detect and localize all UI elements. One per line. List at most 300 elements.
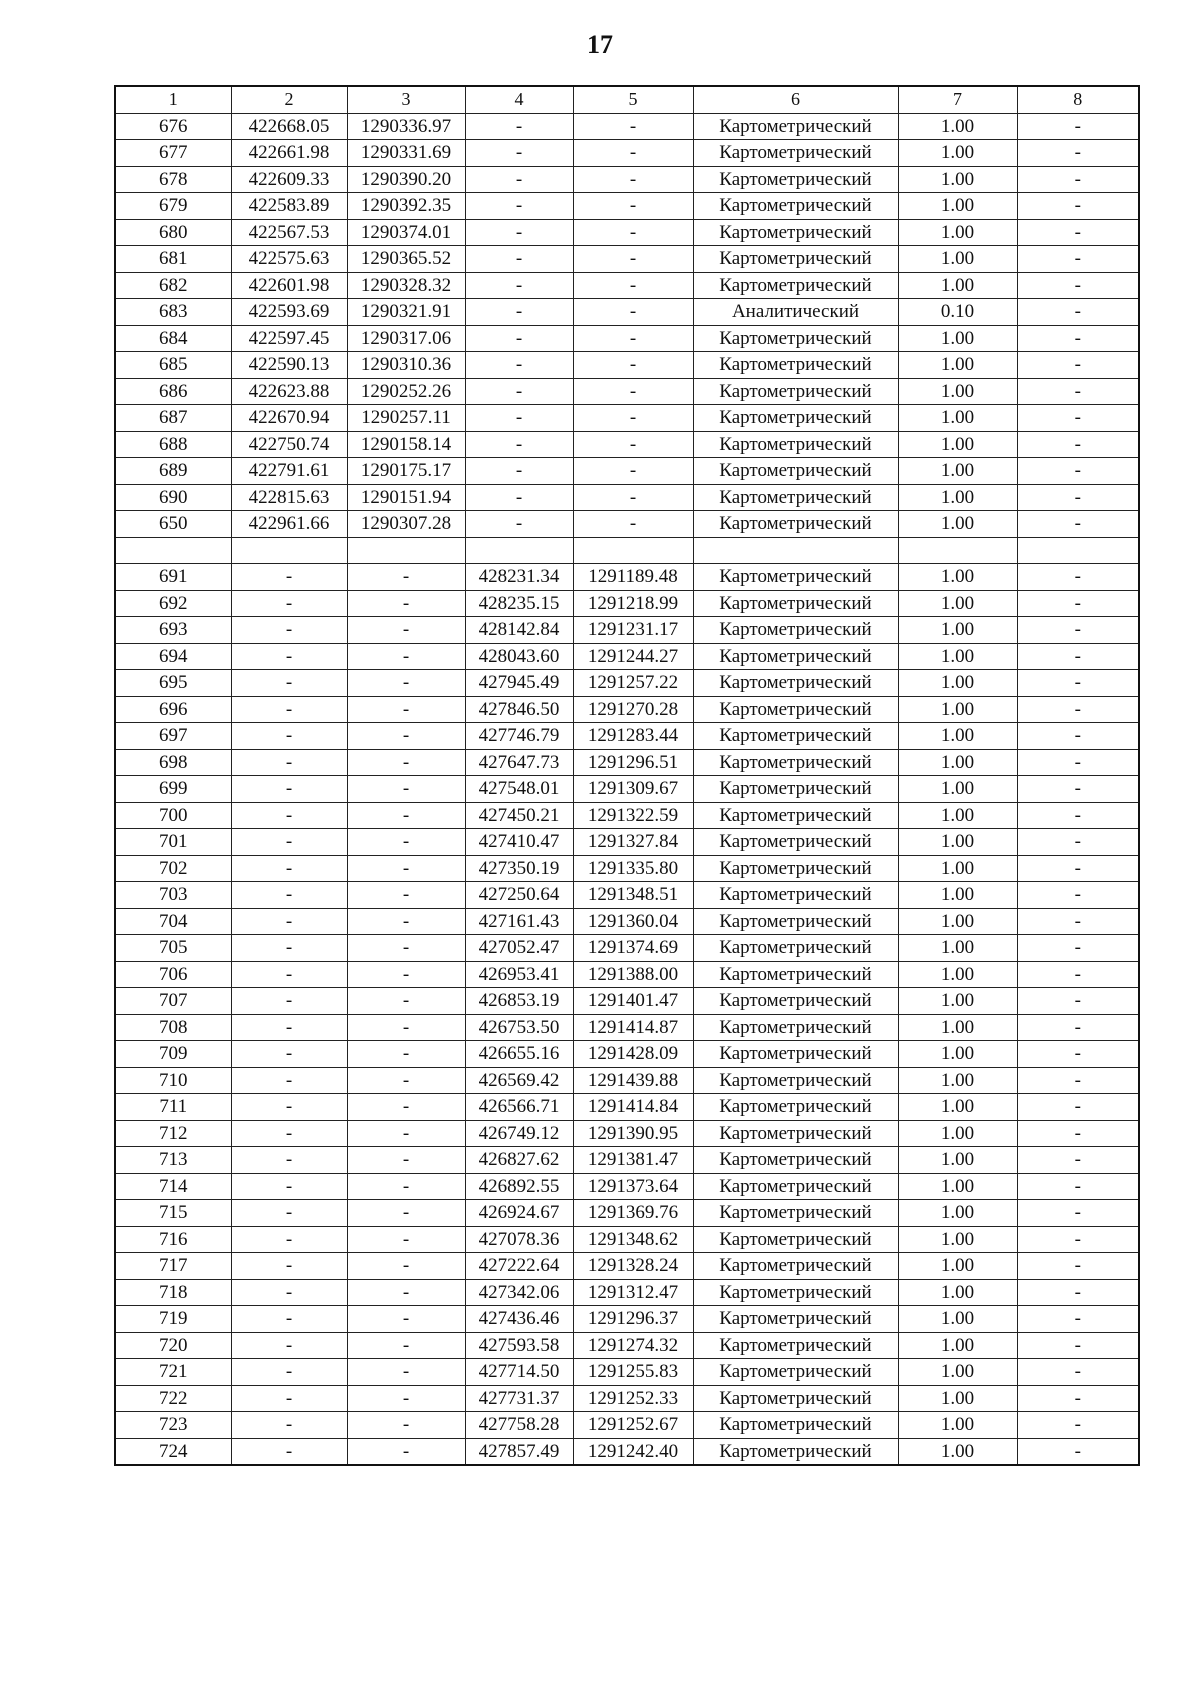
table-cell: 427410.47 bbox=[465, 829, 573, 856]
table-cell: - bbox=[347, 1438, 465, 1465]
table-cell: 716 bbox=[115, 1226, 231, 1253]
table-cell: 426655.16 bbox=[465, 1041, 573, 1068]
table-cell: 1.00 bbox=[898, 1412, 1017, 1439]
table-cell: Картометрический bbox=[693, 352, 898, 379]
table-cell: Картометрический bbox=[693, 431, 898, 458]
table-cell: - bbox=[347, 723, 465, 750]
table-cell: - bbox=[347, 1306, 465, 1333]
table-cell: Картометрический bbox=[693, 961, 898, 988]
table-cell: Картометрический bbox=[693, 749, 898, 776]
table-cell: - bbox=[1017, 511, 1139, 538]
table-row bbox=[115, 776, 1139, 803]
table-cell bbox=[231, 537, 347, 564]
table-cell: 1.00 bbox=[898, 272, 1017, 299]
table-cell: 427857.49 bbox=[465, 1438, 573, 1465]
table-cell: 422791.61 bbox=[231, 458, 347, 485]
table-cell: - bbox=[1017, 1014, 1139, 1041]
table-cell: 1290317.06 bbox=[347, 325, 465, 352]
table-row bbox=[115, 140, 1139, 167]
column-header: 3 bbox=[347, 86, 465, 113]
table-cell: 1.00 bbox=[898, 140, 1017, 167]
table-cell: Картометрический bbox=[693, 696, 898, 723]
coordinates-table bbox=[114, 85, 1140, 1466]
table-cell: 1291296.37 bbox=[573, 1306, 693, 1333]
table-cell: - bbox=[347, 696, 465, 723]
table-cell: Картометрический bbox=[693, 590, 898, 617]
table-cell: 702 bbox=[115, 855, 231, 882]
table-cell: 1.00 bbox=[898, 1332, 1017, 1359]
table-cell: 428235.15 bbox=[465, 590, 573, 617]
table-row bbox=[115, 1412, 1139, 1439]
table-cell: 1291283.44 bbox=[573, 723, 693, 750]
table-cell: 427078.36 bbox=[465, 1226, 573, 1253]
table-cell: 1291328.24 bbox=[573, 1253, 693, 1280]
table-cell: 1.00 bbox=[898, 1359, 1017, 1386]
table-cell: 427052.47 bbox=[465, 935, 573, 962]
table-cell: - bbox=[231, 935, 347, 962]
table-cell: 691 bbox=[115, 564, 231, 591]
table-cell: 1290365.52 bbox=[347, 246, 465, 273]
table-cell: 717 bbox=[115, 1253, 231, 1280]
table-cell: 422575.63 bbox=[231, 246, 347, 273]
table-cell: - bbox=[347, 961, 465, 988]
table-cell: - bbox=[573, 140, 693, 167]
table-cell: - bbox=[573, 405, 693, 432]
table-row bbox=[115, 590, 1139, 617]
table-cell: - bbox=[1017, 1279, 1139, 1306]
table-cell: - bbox=[1017, 1253, 1139, 1280]
table-cell: 724 bbox=[115, 1438, 231, 1465]
table-cell: - bbox=[231, 1226, 347, 1253]
table-cell: 422609.33 bbox=[231, 166, 347, 193]
table-cell: 1.00 bbox=[898, 670, 1017, 697]
table-cell: 695 bbox=[115, 670, 231, 697]
table-cell: 1291348.51 bbox=[573, 882, 693, 909]
table-row bbox=[115, 1094, 1139, 1121]
table-cell: 428142.84 bbox=[465, 617, 573, 644]
table-cell: 713 bbox=[115, 1147, 231, 1174]
table-cell: 698 bbox=[115, 749, 231, 776]
table-cell: 1291390.95 bbox=[573, 1120, 693, 1147]
table-cell: 427161.43 bbox=[465, 908, 573, 935]
table-cell: 1290307.28 bbox=[347, 511, 465, 538]
table-row bbox=[115, 1041, 1139, 1068]
table-cell: 1291189.48 bbox=[573, 564, 693, 591]
table-cell: 1291255.83 bbox=[573, 1359, 693, 1386]
table-cell: - bbox=[347, 1173, 465, 1200]
table-cell: - bbox=[347, 776, 465, 803]
table-row bbox=[115, 511, 1139, 538]
table-cell: - bbox=[231, 590, 347, 617]
table-cell: 715 bbox=[115, 1200, 231, 1227]
table-cell: 422593.69 bbox=[231, 299, 347, 326]
table-row bbox=[115, 352, 1139, 379]
table-cell bbox=[898, 537, 1017, 564]
table-cell: - bbox=[465, 458, 573, 485]
table-cell: - bbox=[1017, 829, 1139, 856]
table-cell: 683 bbox=[115, 299, 231, 326]
table-cell: - bbox=[231, 776, 347, 803]
table-cell: 692 bbox=[115, 590, 231, 617]
table-cell: - bbox=[573, 484, 693, 511]
table-cell: 1.00 bbox=[898, 1120, 1017, 1147]
table-cell: - bbox=[231, 617, 347, 644]
table-cell: 694 bbox=[115, 643, 231, 670]
table-cell: - bbox=[465, 484, 573, 511]
table-row bbox=[115, 193, 1139, 220]
table-cell: - bbox=[347, 1147, 465, 1174]
table-cell: 699 bbox=[115, 776, 231, 803]
table-cell: Картометрический bbox=[693, 1412, 898, 1439]
table-cell: - bbox=[347, 1041, 465, 1068]
table-cell: 426569.42 bbox=[465, 1067, 573, 1094]
table-cell: 680 bbox=[115, 219, 231, 246]
table-row bbox=[115, 431, 1139, 458]
table-cell bbox=[573, 537, 693, 564]
table-cell: - bbox=[231, 1200, 347, 1227]
table-row bbox=[115, 1438, 1139, 1465]
table-cell: Картометрический bbox=[693, 166, 898, 193]
table-cell: - bbox=[1017, 988, 1139, 1015]
table-cell: - bbox=[231, 670, 347, 697]
table-cell: Картометрический bbox=[693, 1200, 898, 1227]
table-cell: - bbox=[347, 617, 465, 644]
table-cell: 719 bbox=[115, 1306, 231, 1333]
table-cell bbox=[1017, 537, 1139, 564]
table-cell: 422583.89 bbox=[231, 193, 347, 220]
table-cell: 1.00 bbox=[898, 1147, 1017, 1174]
page-number: 17 bbox=[587, 30, 613, 59]
table-cell: 426892.55 bbox=[465, 1173, 573, 1200]
column-header: 7 bbox=[898, 86, 1017, 113]
table-cell: 686 bbox=[115, 378, 231, 405]
table-cell: Картометрический bbox=[693, 882, 898, 909]
table-row bbox=[115, 113, 1139, 140]
table-row bbox=[115, 246, 1139, 273]
table-cell: - bbox=[231, 1332, 347, 1359]
table-cell: 1.00 bbox=[898, 1226, 1017, 1253]
table-cell: 708 bbox=[115, 1014, 231, 1041]
table-cell: 1290175.17 bbox=[347, 458, 465, 485]
table-cell: 1.00 bbox=[898, 696, 1017, 723]
table-cell: 1.00 bbox=[898, 961, 1017, 988]
table-cell: 422623.88 bbox=[231, 378, 347, 405]
table-cell: 422668.05 bbox=[231, 113, 347, 140]
table-cell: 1291360.04 bbox=[573, 908, 693, 935]
table-cell: 688 bbox=[115, 431, 231, 458]
table-cell: 1.00 bbox=[898, 935, 1017, 962]
table-cell: Картометрический bbox=[693, 458, 898, 485]
table-cell: 682 bbox=[115, 272, 231, 299]
table-cell: 1291274.32 bbox=[573, 1332, 693, 1359]
table-cell: 427714.50 bbox=[465, 1359, 573, 1386]
table-row bbox=[115, 325, 1139, 352]
table-cell: 427350.19 bbox=[465, 855, 573, 882]
table-cell: - bbox=[231, 988, 347, 1015]
table-cell: 427436.46 bbox=[465, 1306, 573, 1333]
table-row bbox=[115, 1332, 1139, 1359]
table-cell: 1291322.59 bbox=[573, 802, 693, 829]
table-cell bbox=[347, 537, 465, 564]
table-cell: 720 bbox=[115, 1332, 231, 1359]
table-cell: Картометрический bbox=[693, 1041, 898, 1068]
table-cell: 1291312.47 bbox=[573, 1279, 693, 1306]
table-cell: - bbox=[347, 1279, 465, 1306]
table-cell: Картометрический bbox=[693, 193, 898, 220]
table-cell: 1.00 bbox=[898, 988, 1017, 1015]
table-cell: 684 bbox=[115, 325, 231, 352]
table-cell: 678 bbox=[115, 166, 231, 193]
table-cell: 712 bbox=[115, 1120, 231, 1147]
table-cell: - bbox=[1017, 1147, 1139, 1174]
table-cell: - bbox=[465, 272, 573, 299]
table-cell: Картометрический bbox=[693, 1332, 898, 1359]
table-cell: 1.00 bbox=[898, 590, 1017, 617]
table-cell: 1291244.27 bbox=[573, 643, 693, 670]
table-cell: - bbox=[231, 855, 347, 882]
table-cell: 711 bbox=[115, 1094, 231, 1121]
table-cell: 1.00 bbox=[898, 749, 1017, 776]
table-cell: - bbox=[347, 1226, 465, 1253]
table-row bbox=[115, 1147, 1139, 1174]
table-cell: 1290158.14 bbox=[347, 431, 465, 458]
table-cell: - bbox=[1017, 1332, 1139, 1359]
table-cell: - bbox=[573, 219, 693, 246]
table-row bbox=[115, 272, 1139, 299]
table-row bbox=[115, 988, 1139, 1015]
table-cell: - bbox=[231, 961, 347, 988]
table-cell: - bbox=[231, 1253, 347, 1280]
table-cell: 693 bbox=[115, 617, 231, 644]
table-cell: - bbox=[1017, 1120, 1139, 1147]
table-cell: - bbox=[1017, 193, 1139, 220]
table-row bbox=[115, 1385, 1139, 1412]
table-cell: - bbox=[573, 325, 693, 352]
table-cell: - bbox=[231, 1438, 347, 1465]
table-cell bbox=[693, 537, 898, 564]
table-cell: 427593.58 bbox=[465, 1332, 573, 1359]
table-cell bbox=[465, 537, 573, 564]
table-cell: 1.00 bbox=[898, 405, 1017, 432]
table-cell: - bbox=[1017, 855, 1139, 882]
table-cell: 427250.64 bbox=[465, 882, 573, 909]
table-cell: 422670.94 bbox=[231, 405, 347, 432]
table-cell: - bbox=[465, 113, 573, 140]
table-cell: - bbox=[347, 1014, 465, 1041]
table-cell: 1.00 bbox=[898, 1438, 1017, 1465]
table-row bbox=[115, 617, 1139, 644]
table-cell: 426753.50 bbox=[465, 1014, 573, 1041]
table-cell: 1.00 bbox=[898, 484, 1017, 511]
table-cell: Картометрический bbox=[693, 776, 898, 803]
table-cell: 705 bbox=[115, 935, 231, 962]
table-cell: - bbox=[231, 643, 347, 670]
table-cell: 426853.19 bbox=[465, 988, 573, 1015]
table-cell: - bbox=[1017, 1438, 1139, 1465]
table-cell: 1.00 bbox=[898, 458, 1017, 485]
table-cell: - bbox=[347, 1067, 465, 1094]
table-row bbox=[115, 484, 1139, 511]
table-cell: 704 bbox=[115, 908, 231, 935]
table-cell: Картометрический bbox=[693, 1279, 898, 1306]
table-cell: 1.00 bbox=[898, 511, 1017, 538]
column-header: 2 bbox=[231, 86, 347, 113]
table-cell: 722 bbox=[115, 1385, 231, 1412]
table-cell: 1290310.36 bbox=[347, 352, 465, 379]
table-cell: 426924.67 bbox=[465, 1200, 573, 1227]
table-cell: - bbox=[231, 882, 347, 909]
table-cell: - bbox=[231, 1279, 347, 1306]
table-row bbox=[115, 458, 1139, 485]
table-cell: 1.00 bbox=[898, 352, 1017, 379]
table-cell: 1.00 bbox=[898, 776, 1017, 803]
table-cell: - bbox=[347, 749, 465, 776]
table-cell: 1291374.69 bbox=[573, 935, 693, 962]
table-cell: - bbox=[1017, 1412, 1139, 1439]
table-cell: - bbox=[231, 1359, 347, 1386]
table-cell: 1291252.67 bbox=[573, 1412, 693, 1439]
table-cell: - bbox=[1017, 1200, 1139, 1227]
table-cell: 427548.01 bbox=[465, 776, 573, 803]
table-row bbox=[115, 1359, 1139, 1386]
table-cell: - bbox=[231, 1173, 347, 1200]
table-cell: Картометрический bbox=[693, 564, 898, 591]
table-cell: 427342.06 bbox=[465, 1279, 573, 1306]
table-cell: - bbox=[231, 1014, 347, 1041]
table-cell: - bbox=[465, 511, 573, 538]
table-cell: 428231.34 bbox=[465, 564, 573, 591]
table-cell: 422601.98 bbox=[231, 272, 347, 299]
table-cell: 1.00 bbox=[898, 193, 1017, 220]
table-cell: - bbox=[231, 1385, 347, 1412]
table-cell: 723 bbox=[115, 1412, 231, 1439]
table-cell: - bbox=[1017, 1173, 1139, 1200]
table-cell: 1291257.22 bbox=[573, 670, 693, 697]
table-cell: Картометрический bbox=[693, 272, 898, 299]
table-row bbox=[115, 643, 1139, 670]
table-cell: 1.00 bbox=[898, 113, 1017, 140]
table-cell: 687 bbox=[115, 405, 231, 432]
table-cell: 709 bbox=[115, 1041, 231, 1068]
table-row bbox=[115, 1067, 1139, 1094]
table-cell: - bbox=[573, 431, 693, 458]
table-row bbox=[115, 564, 1139, 591]
table-cell: 426749.12 bbox=[465, 1120, 573, 1147]
table-cell: - bbox=[1017, 882, 1139, 909]
table-cell: Картометрический bbox=[693, 1306, 898, 1333]
table-cell: - bbox=[1017, 961, 1139, 988]
table-cell: 422961.66 bbox=[231, 511, 347, 538]
table-cell: 1291348.62 bbox=[573, 1226, 693, 1253]
table-row bbox=[115, 166, 1139, 193]
table-cell: - bbox=[347, 1332, 465, 1359]
table-cell: - bbox=[465, 352, 573, 379]
table-cell: 427746.79 bbox=[465, 723, 573, 750]
table-cell: Картометрический bbox=[693, 1067, 898, 1094]
table-cell: - bbox=[1017, 325, 1139, 352]
table-cell: - bbox=[1017, 405, 1139, 432]
table-cell: - bbox=[573, 246, 693, 273]
table-cell: 1291335.80 bbox=[573, 855, 693, 882]
table-cell: - bbox=[231, 564, 347, 591]
table-row bbox=[115, 723, 1139, 750]
table-cell: - bbox=[1017, 723, 1139, 750]
table-cell: - bbox=[231, 829, 347, 856]
table-row bbox=[115, 882, 1139, 909]
table-cell: 1291373.64 bbox=[573, 1173, 693, 1200]
table-cell: - bbox=[231, 696, 347, 723]
table-cell: 0.10 bbox=[898, 299, 1017, 326]
table-separator-row bbox=[115, 537, 1139, 564]
table-cell: - bbox=[347, 564, 465, 591]
table-cell: - bbox=[1017, 1094, 1139, 1121]
table-row bbox=[115, 378, 1139, 405]
table-row bbox=[115, 802, 1139, 829]
table-cell: Аналитический bbox=[693, 299, 898, 326]
table-cell: - bbox=[1017, 113, 1139, 140]
table-cell: 1291218.99 bbox=[573, 590, 693, 617]
table-cell: - bbox=[347, 1200, 465, 1227]
table-cell: - bbox=[1017, 1041, 1139, 1068]
table-cell: 1290390.20 bbox=[347, 166, 465, 193]
table-cell: 1291401.47 bbox=[573, 988, 693, 1015]
table-cell: - bbox=[1017, 1385, 1139, 1412]
table-cell: 679 bbox=[115, 193, 231, 220]
table-cell: - bbox=[465, 299, 573, 326]
table-cell: Картометрический bbox=[693, 988, 898, 1015]
table-cell: 1.00 bbox=[898, 908, 1017, 935]
table-cell: - bbox=[465, 140, 573, 167]
table-row bbox=[115, 299, 1139, 326]
table-cell: - bbox=[1017, 1226, 1139, 1253]
table-cell: - bbox=[231, 1147, 347, 1174]
table-cell: - bbox=[231, 723, 347, 750]
table-cell: 690 bbox=[115, 484, 231, 511]
table-cell: 427222.64 bbox=[465, 1253, 573, 1280]
table-cell: 1291439.88 bbox=[573, 1067, 693, 1094]
table-cell: 1.00 bbox=[898, 855, 1017, 882]
table-row bbox=[115, 829, 1139, 856]
table-cell: 422597.45 bbox=[231, 325, 347, 352]
table-cell: - bbox=[573, 458, 693, 485]
table-cell: - bbox=[1017, 219, 1139, 246]
table-cell: - bbox=[1017, 908, 1139, 935]
table-cell: - bbox=[347, 1359, 465, 1386]
table-row bbox=[115, 1279, 1139, 1306]
table-cell: 1290331.69 bbox=[347, 140, 465, 167]
table-cell: Картометрический bbox=[693, 1359, 898, 1386]
table-row bbox=[115, 1173, 1139, 1200]
table-cell: - bbox=[1017, 935, 1139, 962]
table-cell: 427731.37 bbox=[465, 1385, 573, 1412]
table-cell: 1.00 bbox=[898, 617, 1017, 644]
table-cell: Картометрический bbox=[693, 378, 898, 405]
table-cell: 676 bbox=[115, 113, 231, 140]
table-cell: 422567.53 bbox=[231, 219, 347, 246]
table-cell: 1291327.84 bbox=[573, 829, 693, 856]
table-cell: 1.00 bbox=[898, 1279, 1017, 1306]
table-row bbox=[115, 1200, 1139, 1227]
table-cell: - bbox=[1017, 1067, 1139, 1094]
table-cell: 1291252.33 bbox=[573, 1385, 693, 1412]
table-cell: Картометрический bbox=[693, 908, 898, 935]
table-cell: 422590.13 bbox=[231, 352, 347, 379]
table-cell: - bbox=[1017, 590, 1139, 617]
table-cell: Картометрический bbox=[693, 1438, 898, 1465]
table-cell: 1.00 bbox=[898, 723, 1017, 750]
table-cell: Картометрический bbox=[693, 1173, 898, 1200]
table-row bbox=[115, 1253, 1139, 1280]
